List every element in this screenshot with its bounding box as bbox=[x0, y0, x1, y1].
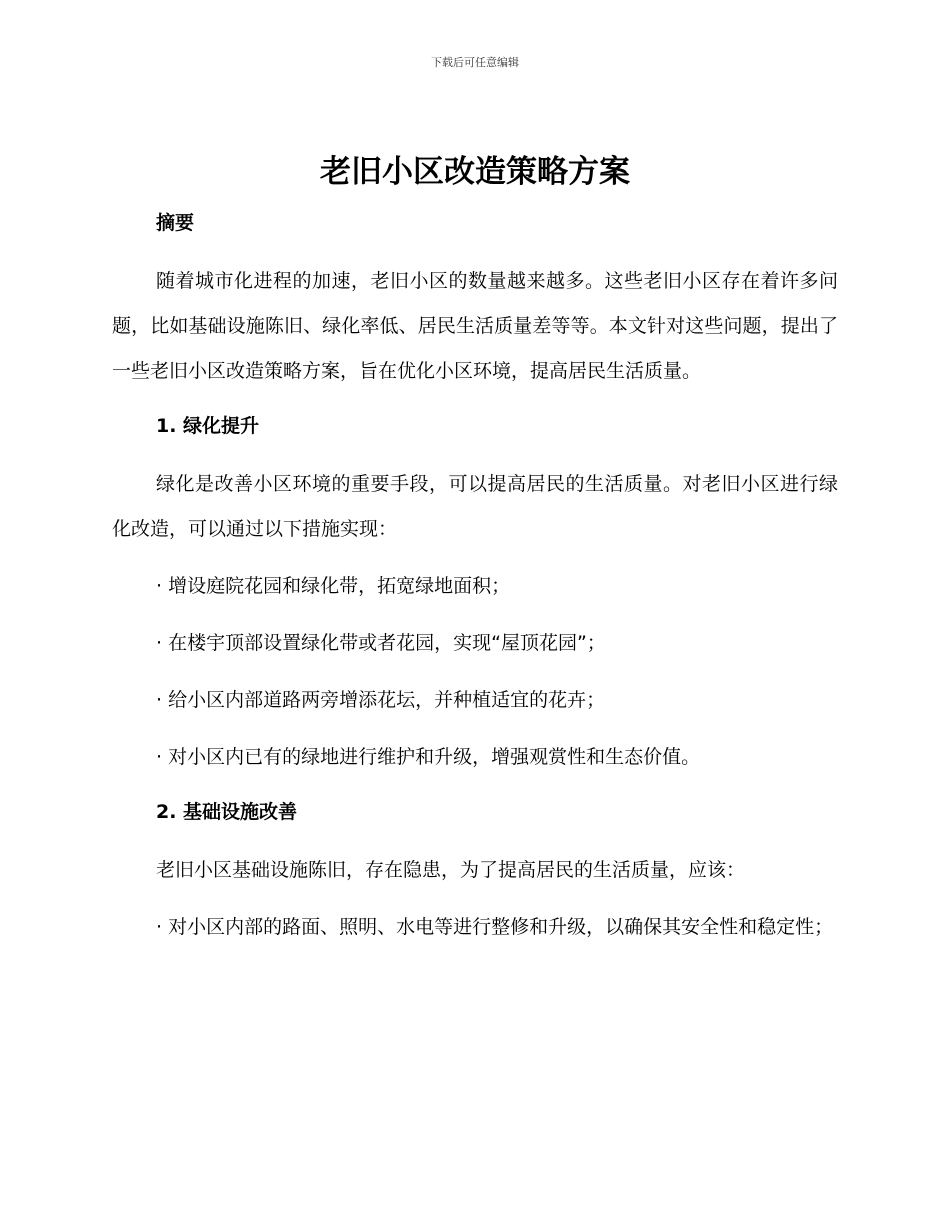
section-1-bullet bbox=[112, 735, 838, 780]
bullet-mark: · bbox=[156, 575, 163, 597]
section-1-bullet bbox=[112, 564, 838, 609]
section-1-bullet bbox=[112, 621, 838, 666]
section-1-heading: 1. 绿化提升 bbox=[156, 415, 260, 437]
bullet-mark: · bbox=[156, 916, 163, 938]
section-1-intro: 绿化是改善小区环境的重要手段，可以提高居民的生活质量。对老旧小区进行绿化改造，可以通过以下措施实现： bbox=[112, 473, 838, 540]
bullet-mark: · bbox=[156, 632, 163, 654]
bullet-text: 在楼宇顶部设置绿化带或者花园，实现“屋顶花园”； bbox=[168, 632, 606, 654]
bullet-text: 给小区内部道路两旁增添花坛，并种植适宜的花卉； bbox=[168, 689, 606, 711]
bullet-text: 对小区内部的路面、照明、水电等进行整修和升级，以确保其安全性和稳定性； bbox=[168, 916, 834, 938]
document-title: 老旧小区改造策略方案 bbox=[320, 154, 630, 190]
bullet-text: 对小区内已有的绿地进行维护和升级，增强观赏性和生态价值。 bbox=[168, 746, 701, 768]
section-2-intro: 老旧小区基础设施陈旧，存在隐患，为了提高居民的生活质量，应该： bbox=[156, 859, 746, 881]
bullet-text: 增设庭院花园和绿化带，拓宽绿地面积； bbox=[168, 575, 511, 597]
header-note: 下载后可任意编辑 bbox=[431, 56, 519, 69]
bullet-mark: · bbox=[156, 746, 163, 768]
abstract-paragraph: 随着城市化进程的加速，老旧小区的数量越来越多。这些老旧小区存在着许多问题，比如基础设施陈旧、绿化率低、居民生活质量差等等。本文针对这些问题，提出了一些老旧小区改造策略方案，旨在优化小区环境，提高居民生活质量。 bbox=[112, 270, 838, 382]
bullet-mark: · bbox=[156, 689, 163, 711]
document-body bbox=[112, 203, 838, 962]
section-1-bullet bbox=[112, 678, 838, 723]
section-2-bullet bbox=[112, 905, 838, 950]
abstract-heading: 摘要 bbox=[156, 212, 195, 234]
section-2-heading: 2. 基础设施改善 bbox=[156, 801, 298, 823]
